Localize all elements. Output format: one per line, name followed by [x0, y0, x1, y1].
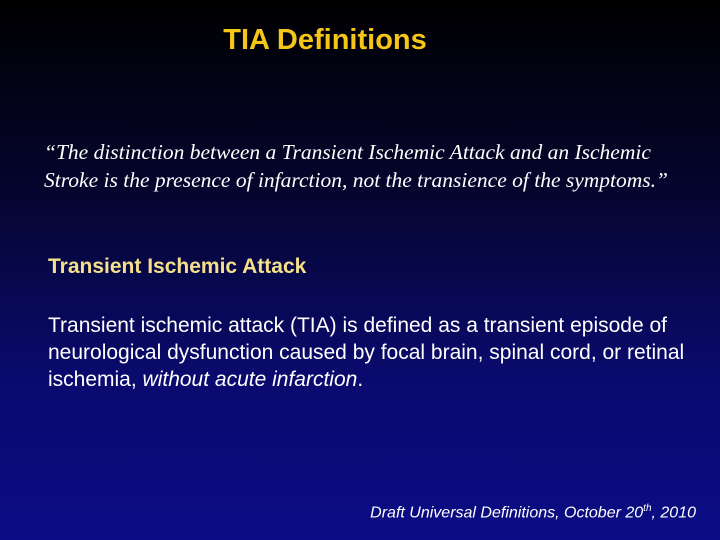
footer-end: , 2010	[651, 504, 696, 522]
footer-superscript: th	[643, 503, 652, 514]
footer-main: Draft Universal Definitions, October 20	[370, 504, 644, 522]
section-heading: Transient Ischemic Attack	[48, 255, 307, 278]
definition-emphasis: without acute infarction	[142, 368, 358, 391]
quote-text: “The distinction between a Transient Ischemic Attack and an Ischemic Stroke is the presence of infarction, not the transience of the symptoms.”	[44, 140, 668, 192]
definition-text: Transient ischemic attack (TIA) is defined as a transient episode of neurological dysfunction caused by focal brain, spinal cord, or retinal ischemia,	[48, 314, 685, 391]
definition-paragraph	[48, 312, 708, 393]
slide-title: TIA Definitions	[223, 24, 427, 56]
source-footer	[370, 503, 696, 522]
definition-end: .	[357, 368, 364, 391]
